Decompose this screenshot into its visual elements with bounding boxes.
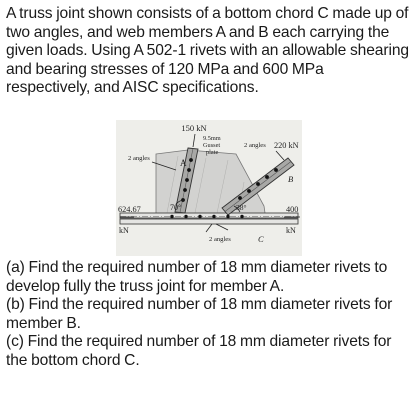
truss-joint-figure — [116, 120, 302, 256]
question-c: (c) Find the required number of 18 mm diameter rivets for the bottom chord C. — [6, 333, 392, 369]
gusset-thickness-label: 9.5mm — [203, 135, 221, 142]
member-c-label: C — [258, 234, 264, 244]
question-b: (b) Find the required number of 18 mm diameter rivets for member B. — [6, 296, 393, 332]
angles-b-label: 2 angles — [244, 142, 266, 149]
load-top-label: 150 kN — [181, 123, 207, 133]
load-b-label: 220 kN — [274, 141, 299, 150]
problem-statement: A truss joint shown consists of a bottom chord C made up of two angles, and web members A and B each carrying the given loads. Using A 502-1 rivets with an allowable shearing and bearing stresses of 120 MPa and 600 MPa respectively, and AISC specifications. — [6, 5, 409, 97]
load-left-label: 624.67 — [118, 205, 141, 214]
gusset-word-label: Gusset — [203, 142, 221, 149]
load-right-label: 400 — [286, 205, 299, 214]
unit-right-label: kN — [286, 226, 296, 235]
unit-left-label: kN — [119, 226, 129, 235]
member-a-label: A — [180, 158, 187, 168]
questions-list — [6, 259, 410, 371]
plate-word-label: plate — [206, 149, 219, 156]
angle-a-degrees: 70° — [170, 203, 182, 212]
angle-b-degrees: 38° — [236, 203, 247, 212]
question-a: (a) Find the required number of 18 mm diameter rivets to develop fully the truss joint for member A. — [6, 259, 388, 295]
angles-c-label: 2 angles — [209, 236, 231, 243]
angles-a-label: 2 angles — [128, 155, 150, 162]
member-b-label: B — [288, 174, 294, 184]
